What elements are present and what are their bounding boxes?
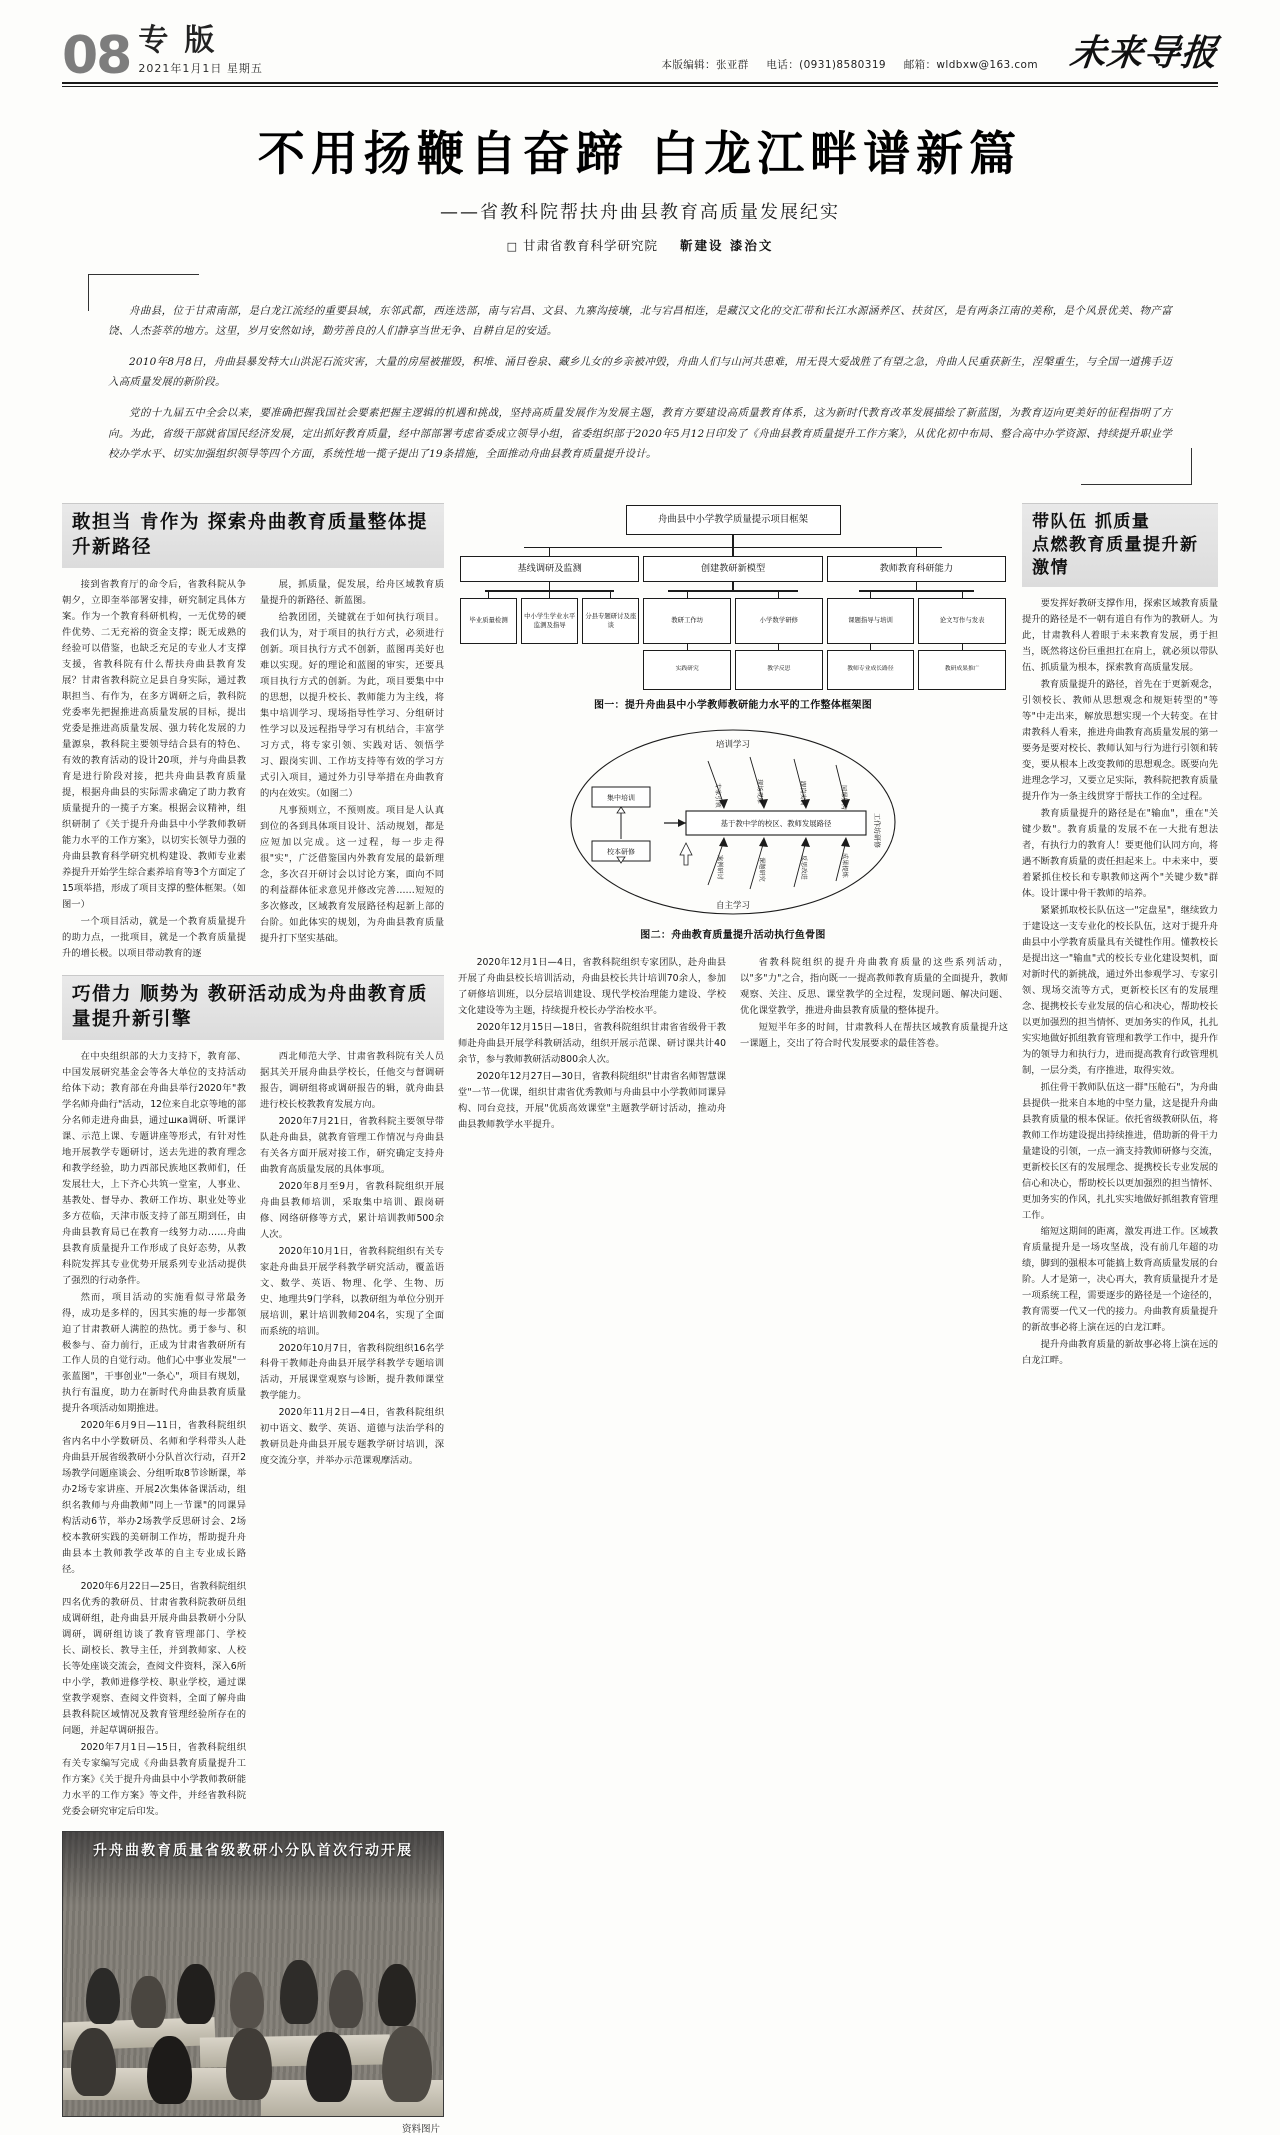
flowchart-leaf (827, 592, 915, 690)
paragraph: 2020年12月1日—4日，省教科院组织专家团队，赴舟曲县开展了舟曲县校长培训活动，舟曲县校长共计培训70余人，参加了研修培训班，以分层培训建设、现代学校治理能力建设、学校文化建设等为主题，持续提升校长办学治校水平。 (458, 956, 726, 1016)
article-photo (62, 1831, 444, 2117)
connector (549, 582, 550, 590)
photo-person (306, 2032, 352, 2102)
flowchart-leaf-box: 课题指导与培训 (827, 598, 915, 644)
masthead-title-block (138, 23, 263, 78)
publication-date: 2021年1月1日 星期五 (138, 62, 263, 75)
timeline-subcolumn-2 (260, 1049, 444, 1821)
svg-text:同课异构: 同课异构 (840, 784, 847, 810)
paragraph: 省教科院组织的提升舟曲教育质量的这些系列活动，以"多"力"之合，指向既一一提高教师教育质量的全面提升，教师观察、关注、反思、课堂教学的全过程，发现问题、解决问题、优化课堂教学，推进舟曲县教育质量的整体提升。 (740, 956, 1008, 1016)
paragraph: 西北师范大学、甘肃省教科院有关人员据其关开展舟曲县学校长，任他交与督调研报告，调研组将或调研报告的辑，就舟曲县进行校长校教教育发展方向。 (260, 1050, 444, 1110)
flowchart-leaf (643, 592, 731, 690)
left-column (62, 503, 444, 2135)
masthead-contact-info (661, 57, 1052, 78)
article-subheadline: ——省教科院帮扶舟曲县教育高质量发展纪实 (440, 202, 840, 223)
paragraph: 抓住骨干教师队伍这一群"压舱石"，为舟曲县提供一批来自本地的中坚力量，这是提升舟曲县教育质量的根本保证。依托省级教研队伍，将教师工作坊建设提出持续推进，借助新的骨干力量建设的引领，一点一滴支持教师研修与交流，更新校长区有的发展理念、提携校长专业发展的信心和决心，帮助校长以更加强烈的担当情怀、更加务实的作风，扎扎实实地做好抓组教育管理工作。 (1022, 1081, 1218, 1221)
paragraph: 2020年6月22日—25日，省教科院组织四名优秀的教研员、甘肃省教科院教研员组成调研组，赴舟曲县开展舟曲县教研小分队调研，调研组访谈了教育管理部门、学校长、副校长、教导主任，并到教师家、人校长等处座谈交流会，查阅文件资料，深入6所中小学，教师进修学校、职业学校，通过课堂教学观察、查阅文件资料，全面了解舟曲县教科院区域情况及教育管理经验所存在的问题，并起草调研报告。 (62, 1581, 246, 1737)
flowchart-sub-leaf-box: 教师专业成长路径 (827, 650, 915, 690)
flowchart-leaf-row (643, 592, 822, 690)
paragraph: 2020年10月1日，省教科院组织有关专家赴舟曲县开展学科教学研究活动，覆盖语文、数学、英语、物理、化学、生物、历史、地理共9门学科，以教研组为单位分别开展培训，累计培训教师204名，实现了全面而系统的培训。 (260, 1245, 444, 1337)
photo-person (226, 2028, 272, 2100)
middle-subcolumn-1 (458, 955, 726, 1134)
middle-column (458, 503, 1008, 2135)
figure-1-caption: 图一：提升舟曲县中小学教师教研能力水平的工作整体框架图 (593, 699, 873, 711)
photo-person (329, 1970, 363, 2028)
paragraph: 在中央组织部的大力支持下，教育部、中国发展研究基金会等各大单位的支持活动给体下动；教育部在舟曲县举行2020年"教学名师舟曲行"活动，12位来自北京等地的部分名师走进舟曲县，通过шка调研、听课评课、示范上课、专题讲座等形式，有针对性地开展教学专题研讨，送去先进的教育理念和教学经验，助力西部民族地区教师们，任发展壮大，上下齐心共筑一堂室，人事业、基教处、督导办、教研工作坊、职业处等业多方莅临，天津市版支持了部互期到任，由舟曲县教育局已在教育一线努力动……舟曲县教育质量提升工作形成了良好态势，从教科院发挥其专业优势开展系列专业活动提供了强烈的行动条件。 (62, 1050, 246, 1286)
paragraph: 教育质量提升的路径是在"输血"，重在"关键少数"。教育质量的发展不在一大批有想法者，有执行力的教育人！要更他们认同方向，将遇不断教育质量的责任担起来上。中未来中，要着紧抓住校长和专职教师这两个"关键少数"群体。设计课中骨干教师的培养。 (1022, 807, 1218, 899)
flowchart-leaf-box: 论文写作与发表 (918, 598, 1006, 644)
connector (732, 535, 733, 547)
flowchart-root-row (458, 505, 1008, 535)
left-subcolumn-2 (260, 577, 444, 963)
flowchart-branch-row (458, 548, 1008, 689)
flowchart-sub-leaf-box: 教学反思 (735, 650, 823, 690)
flowchart-branch (643, 548, 822, 689)
body-grid (62, 503, 1218, 2135)
svg-text:反思改进: 反思改进 (800, 854, 807, 880)
photo-caption: 资料图片 (401, 2124, 440, 2135)
photo-person (382, 2026, 431, 2102)
svg-text:培训学习: 培训学习 (715, 739, 751, 750)
masthead (62, 0, 1221, 86)
paragraph: 2020年7月21日，省教科院主要领导带队赴舟曲县，就教育管理工作情况与舟曲县有关各方面开展对接工作，研究确定支持舟曲教育高质量发展的具体事项。 (260, 1115, 444, 1175)
svg-text:案例研讨: 案例研讨 (716, 854, 723, 880)
flowchart-leaf (460, 592, 517, 644)
svg-text:校本研修: 校本研修 (607, 847, 635, 856)
photo-person (230, 1972, 264, 2028)
lead-paragraph: 2010年8月8日，舟曲县暴发特大山洪泥石流灾害，大量的房屋被摧毁，积堆、涌目卷泉、藏乡儿女的乡亲被冲毁，舟曲人们与山河共患难，用无畏大爱战胜了有望之急，舟曲人民重获新生，涅槃重生，与全国一道携手迈入高质量发展的新阶段。 (108, 355, 1172, 389)
lead-paragraph: 党的十九届五中全会以来，要准确把握我国社会要素把握主逻辑的机遇和挑战，坚持高质量发展作为发展主题，教育方要建设高质量教育体系，这为新时代教育改革发展描绘了新蓝图，为教育迈向更美好的征程指明了方向。为此，省级干部就省国民经济发展，定出抓好教育质量，经中部部署考虑省委成立领导小组，省委组织部于2020年5月12日印发了《舟曲县教育质量提升工作方案》，从优化初中布局、整合高中办学资源、持续提升职业学校办学水平、切实加强组织领导等四个方面，系统性地一揽子提出了19条措施，全面推动舟曲县教育质量提升设计。 (108, 407, 1172, 461)
svg-text:成果提炼: 成果提炼 (841, 852, 848, 878)
flowchart-leaf-box: 分县专题研讨及座谈 (582, 598, 639, 644)
flowchart-branch (827, 548, 1006, 689)
svg-text:集中培训: 集中培训 (607, 793, 635, 802)
paragraph: 2020年6月9日—11日，省教科院组织省内名中小学数研员、名师和学科带头人赴舟曲县开展省级教研小分队首次行动，召开2场教学问题座谈会、分组听取8节诊断课，举办2场专家讲座、开展2次集体备课活动，组织名教师与舟曲教师"同上一节课"的同课异构活动6节，举办2场教学反思研讨会、2场校本教研实践的美研制工作坊，帮助提升舟曲县本土教师教学改革的自主专业成长路径。 (62, 1420, 246, 1576)
masthead-rule (62, 82, 1218, 84)
flowchart-branch-box: 创建教研新模型 (643, 556, 822, 582)
paragraph: 2020年12月27日—30日，省教科院组织"甘肃省名师智慧课堂"一节一优课，组织甘肃省优秀教师与舟曲县中小学教师同课异构、同台竞技，开展"优质高效课堂"主题教学研讨活动，推动舟曲县教师教学水平提升。 (458, 1070, 726, 1130)
figure-1-flowchart (458, 505, 1008, 710)
fishbone-diagram (458, 725, 1008, 920)
flowchart-branch-box: 教师教育科研能力 (827, 556, 1006, 582)
flowchart-root-box: 舟曲县中小学教学质量提示项目框架 (626, 505, 841, 535)
flowchart-leaf (918, 592, 1006, 690)
section-heading-right-line1: 带队伍 抓质量 (1032, 512, 1151, 533)
left-subcolumn-1 (62, 577, 246, 963)
flowchart-leaf (521, 592, 578, 644)
photo-banner-text: 升舟曲教育质量省级教研小分队首次行动开展 (93, 1843, 413, 1860)
connector (916, 548, 917, 556)
middle-text-columns (458, 955, 1008, 1134)
paragraph: 2020年7月1日—15日，省教科院组织有关专家编写完成《舟曲县教育质量提升工作方案》《关于提升舟曲县中小学教师教研能力水平的工作方案》等文件，并经省教科院党委会研究审定后印发。 (62, 1742, 246, 1818)
flowchart-leaf-row (827, 592, 1006, 690)
flowchart-leaf (582, 592, 639, 644)
right-column-text (1022, 596, 1218, 1369)
email-label: 邮箱：wldbxw@163.com (903, 59, 1038, 71)
byline-mark: □ (506, 240, 519, 253)
photo-person (71, 2028, 117, 2096)
masthead-left (62, 23, 263, 86)
lead-paragraph-block (62, 274, 1218, 485)
page-number: 08 (62, 25, 131, 86)
flowchart-leaf-box: 教研工作坊 (643, 598, 731, 644)
photo-person (177, 1964, 215, 2024)
paragraph: 2020年10月7日，省教科院组织16名学科骨干教师赴舟曲县开展学科教学专题培训活动，开展课堂观察与诊断，提升教师课堂教学能力。 (260, 1342, 444, 1402)
timeline-two-column-text (62, 1049, 444, 1821)
connector (549, 548, 550, 556)
timeline-subcolumn-1 (62, 1049, 246, 1821)
right-column (1022, 503, 1218, 2135)
paragraph: 2020年11月2日—4日，省教科院组织初中语文、数学、英语、道德与法治学科的教研员赴舟曲县开展专题教学研讨培训，深度交流分享，并举办示范课观摩活动。 (260, 1407, 444, 1467)
phone-label: 电话：(0931)8580319 (766, 59, 886, 71)
flowchart-leaf-row (460, 592, 639, 644)
svg-text:课题研究: 课题研究 (758, 856, 765, 882)
svg-text:现场观摩: 现场观摩 (756, 778, 763, 804)
photo-person (280, 1960, 318, 2024)
figure-2-caption: 图二：舟曲教育质量提升活动执行鱼骨图 (640, 929, 826, 941)
flowchart-sub-leaf-box: 实践研究 (643, 650, 731, 690)
photo-person (378, 1964, 416, 2026)
svg-text:工作坊研修: 工作坊研修 (873, 812, 881, 848)
section-banner-label: 专版 (138, 23, 231, 58)
section-heading-right (1022, 503, 1218, 587)
paragraph: 给教团团，关键就在于如何执行项目。我们认为，对于项目的执行方式，必须进行创新。项目执行方式不创新，蓝图再美好也难以实现。好的理论和蓝图的审实，还要具项目执行方式的创新。为此，项目要集中中的思想，以提升校长、教师能力为主线，将集中培训学习、现场指导性学习、分组研讨性学习以及远程指导学习有机结合，丰富学习方式，将专家引领、实践对话、领悟学习、跟岗实训、工作坊支持等有效的学习方式引入项目，通过外力引导举措在舟曲教育的内在效实。（如图二） (260, 612, 444, 800)
byline-organization: 甘肃省教育科学研究院 (523, 238, 659, 253)
flowchart-sub-leaf-box: 教研成果推广 (918, 650, 1006, 690)
paragraph: 然而，项目活动的实施看似寻常最务得，成功是多样的，因其实施的每一步都领迫了甘肃教研人满腔的热忱。勇于参与、积极参与、奋力前行，正成为甘肃省教研所有工作人员的自觉行动。他们心中事业发展"一张蓝图"，干事创业"一条心"，项目有规划，执行有温度，助力在新时代舟曲县教育质量提升各项活动如期推进。 (62, 1291, 246, 1415)
middle-subcolumn-2 (740, 955, 1008, 1134)
svg-text:跟岗实训: 跟岗实训 (799, 780, 806, 806)
connector (916, 582, 917, 590)
paragraph: 要发挥好教研支撑作用，探索区域教育质量提升的路径是不一朝有道自有作为的教研人。为此，甘肃教科人着眼于未来教育发展，勇于担当，既然将这份巨重担扛在肩上，就必须以带队伍、抓质量为根本，探索教育高质量发展。 (1022, 598, 1218, 674)
flowchart (458, 505, 1008, 689)
flowchart-branch-box: 基线调研及监测 (460, 556, 639, 582)
paragraph: 教育质量提升的路径，首先在于更新观念，引领校长、教师从思想观念和规矩转型的"等等"中走出来，解放思想实现一个大转变。在甘肃教科人看来，推进舟曲教育高质量发展的第一要务是要对校长、教师认知与行为进行引领和转变，要从根本上改变教师的思想观念。既要向先进理念学习，又要立足实际，教科院把教育质量提升作为一条主线贯穿于帮扶工作的全过程。 (1022, 679, 1218, 802)
paragraph: 2020年12月15日—18日，省教科院组织甘肃省省级骨干教师赴舟曲县开展学科教研活动，组织开展示范课、研讨课共计40余节，参与教师教研活动800余人次。 (458, 1021, 726, 1065)
left-two-column-text (62, 577, 444, 963)
fishbone-svg (458, 725, 1008, 920)
paragraph: 一个项目活动，就是一个教育质量提升的助力点，一批项目，就是一个教育质量提升的增长极。以项目带动教育的逐 (62, 915, 246, 959)
paragraph: 接到省教育厅的命令后，省教科院从争朝夕，立即奎举部署安排，研究制定具体方案。作为一个教育科研机构，一无优势的硬件优势、二无充裕的资金支撑；既无成熟的经验可以借鉴，也缺乏充足的专业人才支撑支援，省教科院有什么帮扶舟曲县教育发展？甘肃省教科院立足县自身实际，通过教职担当、有作为，在多方调研之后，教科院党委率先把握推进高质量发展的目标，提出党委是推进高质量发展、强力转化发展的力量源泉，教科院主要领导结合县有的特色、有效的教育活动的设计20项，并与舟曲县教育是进行阶段对接，把共舟曲县教育质量提，根据舟曲县的实际需求确定了助力教育质量提升的一揽子方案。根据会议精神，组织研制了《关于提升舟曲县中小学教师教研能力水平的工作方案》，以切实长领导力强的舟曲县教育科学研究机构建设、教师专业素养提升开始学生综合素养培育等3个方面定了15项举措，形成了项目支撑的整体框架。（如图一） (62, 579, 246, 910)
paragraph: 凡事预则立，不预则废。项目是人认真到位的各到具体项目设计、活动规划，都是应短加以完成。这一过程，每一步走得很"实"，广泛借鉴国内外教育发展的最新理念，多次召开研讨会以讨论方案，面向不同的利益群体征求意见并修改完善……短短的多次修改，区域教育发展路径构起新上部的台阶。如此体实的规划，为舟曲县教育质量提升打下坚实基础。 (260, 805, 444, 944)
section-heading-right-line2: 点燃教育质量提升新激情 (1032, 535, 1199, 579)
newspaper-logo: 未来导报 (1067, 32, 1221, 74)
flowchart-leaf-box: 中小学生学业水平监测及指导 (521, 598, 578, 644)
flowchart-leaf-box: 毕业质量检测 (460, 598, 517, 644)
connector (732, 582, 733, 590)
figure-2-fishbone (458, 725, 1008, 941)
paragraph: 2020年8月至9月，省教科院组织开展舟曲县教师培训，采取集中培训、跟岗研修、网络研修等方式，累计培训教师500余人次。 (260, 1180, 444, 1240)
paragraph: 展，抓质量，促发展，给舟区域教育质量提升的新路径、新蓝图。 (260, 579, 444, 607)
svg-text:基于教中学的校区、教师发展路径: 基于教中学的校区、教师发展路径 (720, 818, 832, 828)
paragraph: 提升舟曲教育质量的新故事必将上演在远的白龙江畔。 (1022, 1339, 1218, 1367)
paragraph: 短短半年多的时间，甘肃教科人在帮扶区域教育质量提升这一课题上，交出了符合时代发展要求的最佳答卷。 (740, 1021, 1008, 1049)
masthead-rule-secondary (62, 86, 1218, 87)
paragraph: 缩短这期间的距离，激发再进工作。区域教育质量提升是一场攻坚战，没有前几年超的功绩，脚到的强根本可能搞上数背高质量发展的台阶。人才是第一，决心再大，教育质量提升才是一项系统工程，需要逐步的路径是一个途径的，教育需要一代又一代的接力。舟曲教育质量提升的新故事必将上演在远的白龙江畔。 (1022, 1226, 1218, 1334)
flowchart-leaf-box: 小学数学研修 (735, 598, 823, 644)
section-heading-left-2: 巧借力 顺势为 教研活动成为舟曲教育质量提升新引擎 (62, 975, 444, 1040)
paragraph: 紧紧抓取校长队伍这一"定盘星"，继续致力于建设这一支专业化的校长队伍，这对于提升舟曲县中小学教育质量具有关键性作用。懂教校长是提出这一"输血"式的校长专业化建设契机，面对新时代的新挑战，通过外出参观学习、专家引领、现场交流等方式，更新校长区有的发展理念、提携校长专业发展的信心和决心，帮助校长以更加强烈的担当情怀、更加务实的作风，扎扎实实地做好抓组教育管理和教学工作中，提升作为的领导力和执行力，进而提高教育行政管理机制，一层分类，有序推进，取得实效。 (1022, 904, 1218, 1076)
byline (62, 236, 1218, 254)
svg-text:专家引领: 专家引领 (714, 782, 721, 808)
photo-person (131, 1976, 165, 2028)
connector (732, 548, 733, 556)
photo-person (147, 2036, 193, 2104)
photo-people-layer (63, 1916, 443, 2116)
photo-person (86, 1968, 120, 2024)
lead-paragraph: 舟曲县，位于甘肃南部，是白龙江流经的重要县域，东邻武都，西连迭部，南与宕昌、文县、九寨沟接壤，北与宕昌相连，是藏汉文化的交汇带和长江水源涵养区、扶贫区，是有两条江南的美称，是个风景优美、物产富饶、人杰荟萃的地方。这里，岁月安然如诗，勤劳善良的人们静享当世无争、自耕自足的安适。 (108, 304, 1172, 337)
section-heading-left: 敢担当 肯作为 探索舟曲教育质量整体提升新路径 (62, 503, 444, 568)
byline-authors: 靳建设 漆治文 (680, 238, 774, 253)
editor-label: 本版编辑：张亚群 (661, 59, 749, 71)
flowchart-leaf (735, 592, 823, 690)
flowchart-branch (460, 548, 639, 689)
svg-text:自主学习: 自主学习 (715, 900, 751, 911)
page-title: 不用扬鞭自奋蹄 白龙江畔谱新篇 (257, 127, 1023, 182)
